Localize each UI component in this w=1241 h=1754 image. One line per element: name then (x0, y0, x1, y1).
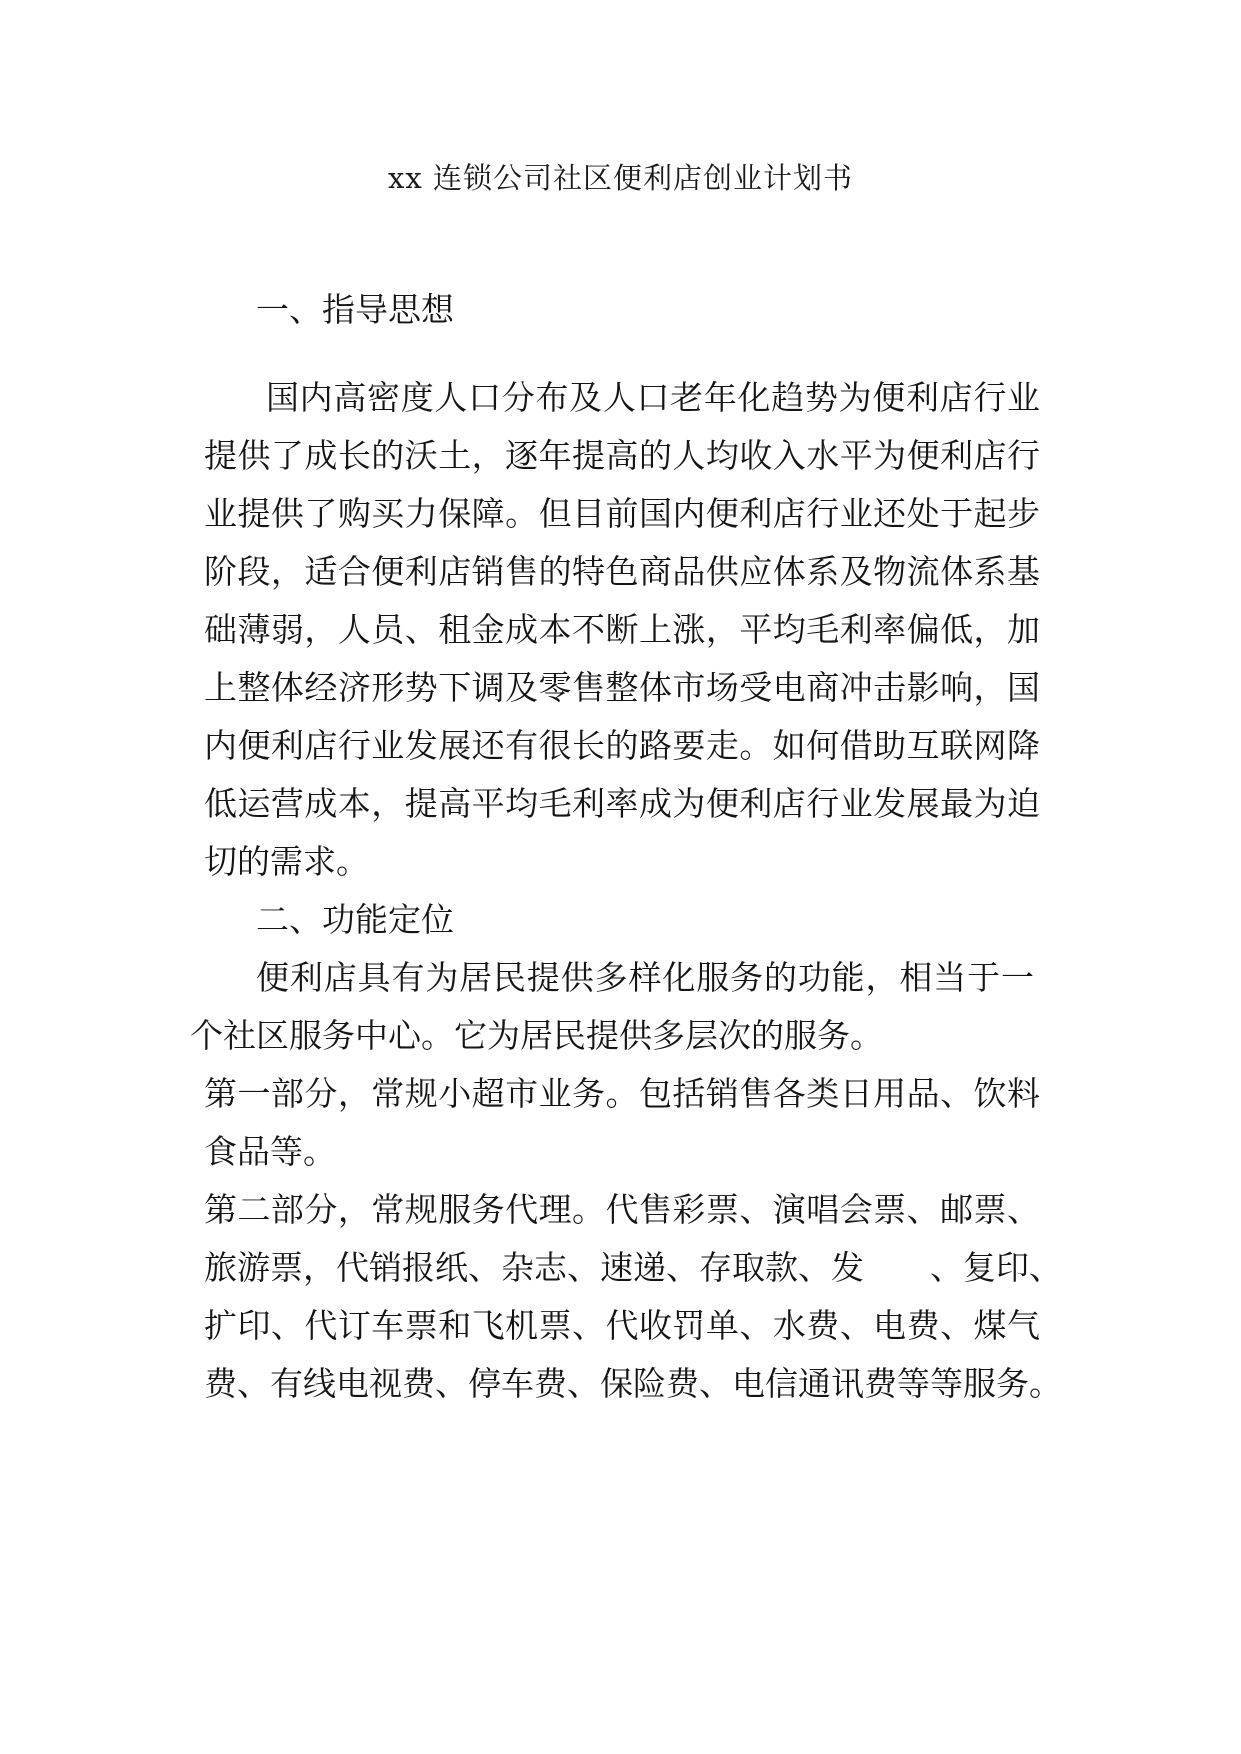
paragraph-line: 扩印、代订车票和飞机票、代收罚单、水费、电费、煤气 (204, 1306, 1040, 1345)
paragraph-line: 础薄弱，人员、租金成本不断上涨，平均毛利率偏低，加 (204, 610, 1040, 649)
section-heading-function-positioning: 二、功能定位 (256, 900, 454, 939)
paragraph-line: 国内高密度人口分布及人口老年化趋势为便利店行业 (266, 378, 1040, 417)
paragraph-line: 上整体经济形势下调及零售整体市场受电商冲击影响，国 (204, 668, 1040, 707)
paragraph-line: 旅游票，代销报纸、杂志、速递、存取款、发 、复印、 (204, 1248, 1062, 1287)
paragraph-line: 个社区服务中心。它为居民提供多层次的服务。 (190, 1016, 883, 1055)
paragraph-line: 内便利店行业发展还有很长的路要走。如何借助互联网降 (204, 726, 1040, 765)
paragraph-line: 阶段，适合便利店销售的特色商品供应体系及物流体系基 (204, 552, 1040, 591)
paragraph-line: 费、有线电视费、停车费、保险费、电信通讯费等等服务。 (204, 1364, 1062, 1403)
paragraph-line: 切的需求。 (204, 842, 369, 881)
paragraph-line: 低运营成本，提高平均毛利率成为便利店行业发展最为迫 (204, 784, 1040, 823)
paragraph-line: 提供了成长的沃土，逐年提高的人均收入水平为便利店行 (204, 436, 1040, 475)
section-heading-guiding-ideology: 一、指导思想 (256, 290, 454, 329)
paragraph-line: 便利店具有为居民提供多样化服务的功能，相当于一 (256, 958, 1034, 997)
paragraph-line: 业提供了购买力保障。但目前国内便利店行业还处于起步 (204, 494, 1040, 533)
paragraph-line: 食品等。 (204, 1132, 336, 1171)
paragraph-line: 第二部分，常规服务代理。代售彩票、演唱会票、邮票、 (204, 1190, 1040, 1229)
paragraph-line: 第一部分，常规小超市业务。包括销售各类日用品、饮料 (204, 1074, 1040, 1113)
document-title: xx 连锁公司社区便利店创业计划书 (388, 161, 853, 195)
